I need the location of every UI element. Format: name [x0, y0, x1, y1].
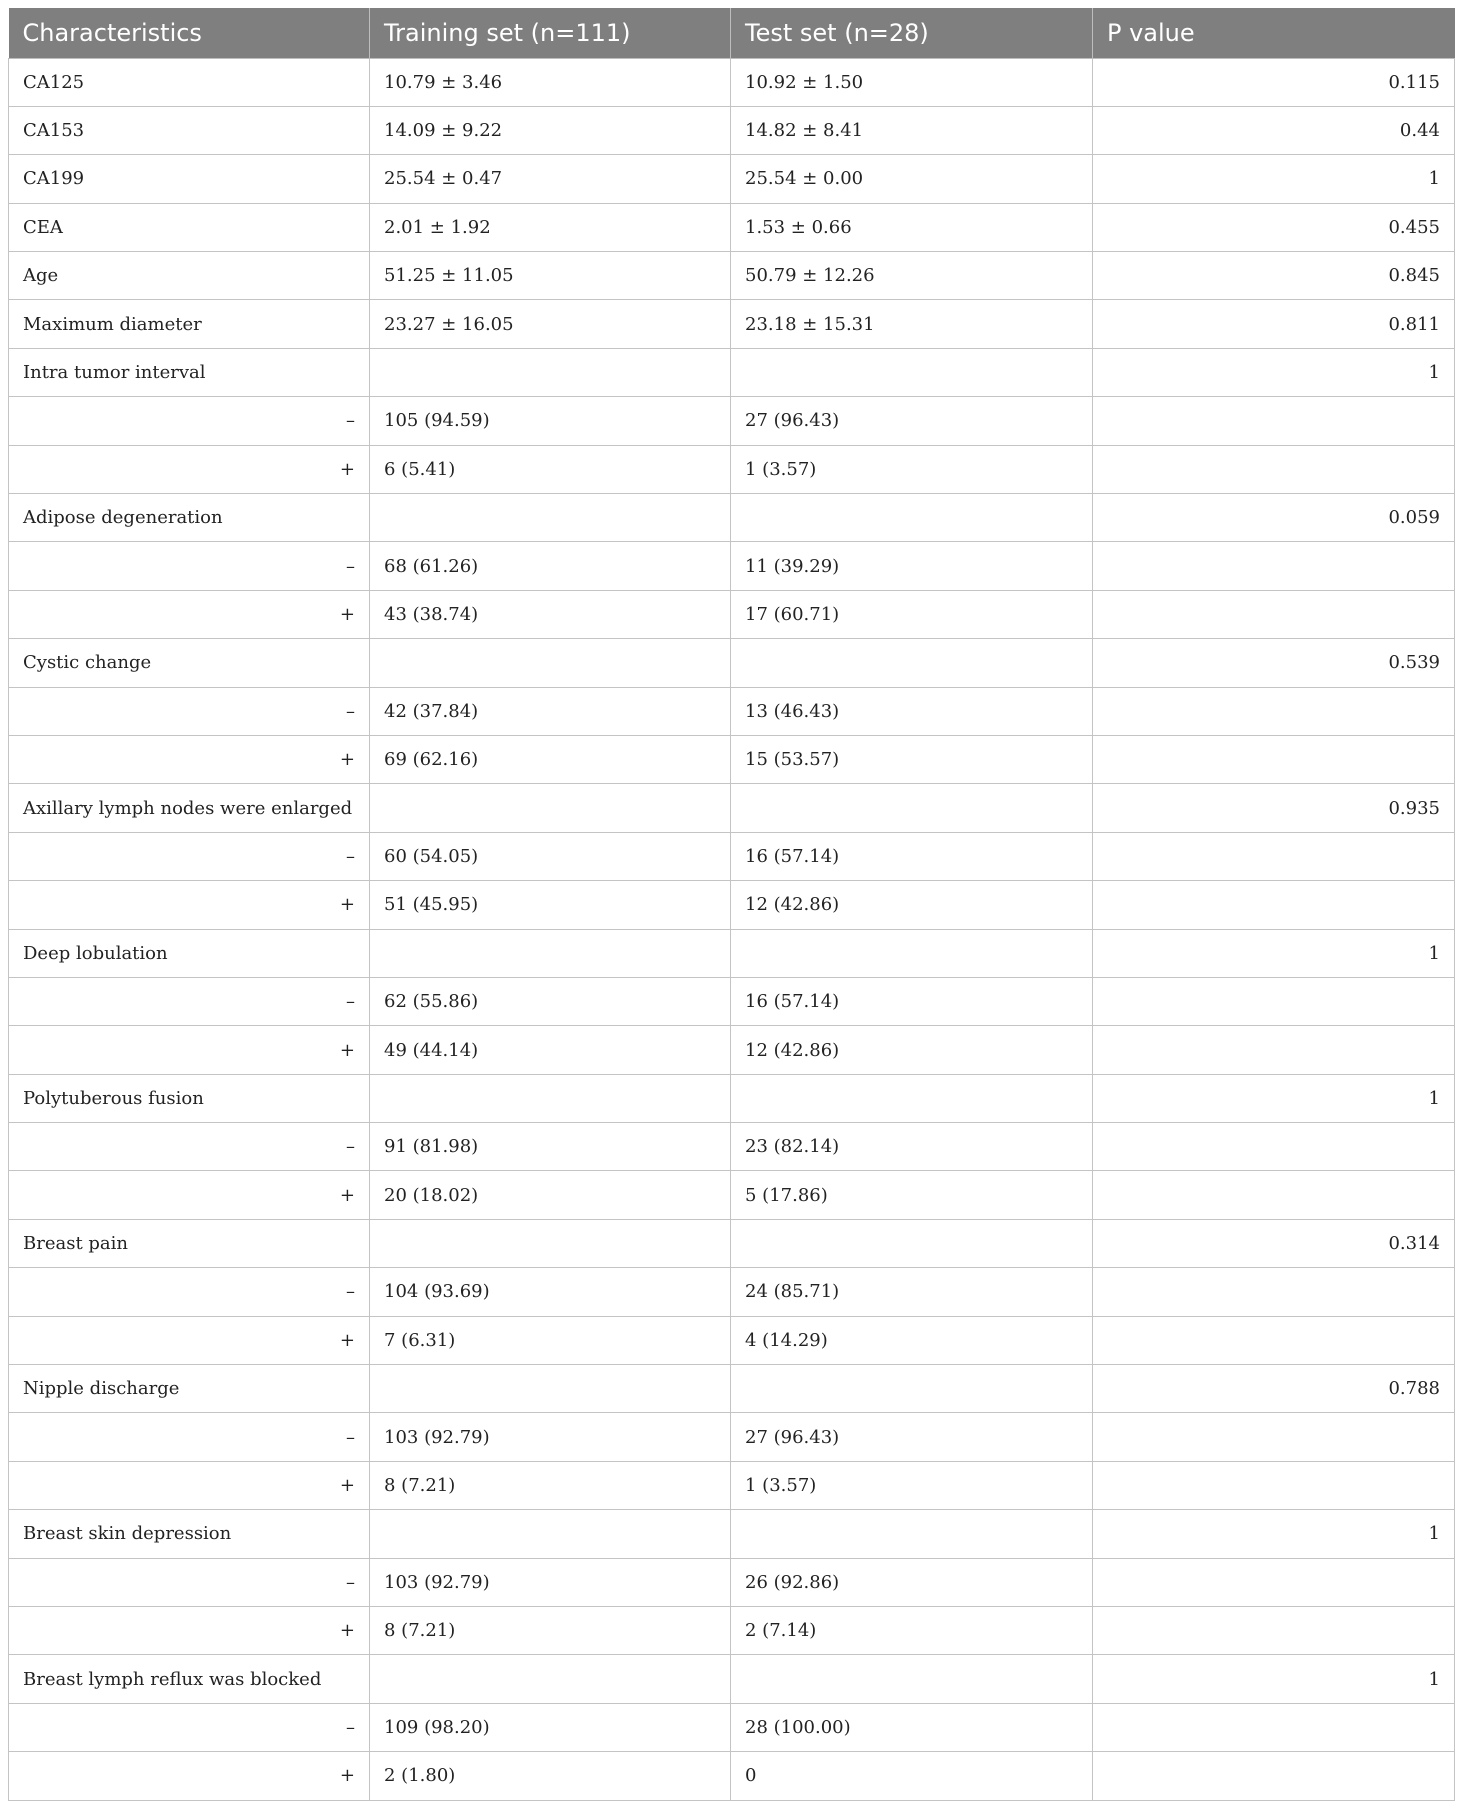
p-value-cell [1093, 977, 1455, 1025]
test-set-cell: 16 (57.14) [731, 832, 1093, 880]
table-row [9, 1655, 1455, 1703]
p-value-cell: 0.44 [1093, 106, 1455, 154]
characteristic-label-cell: Nipple discharge [9, 1365, 370, 1413]
p-value-cell [1093, 1316, 1455, 1364]
test-set-cell: 1 (3.57) [731, 1461, 1093, 1509]
training-set-cell: 6 (5.41) [370, 445, 731, 493]
table-row [9, 1268, 1455, 1316]
p-value-cell [1093, 1558, 1455, 1606]
characteristic-label-cell: Polytuberous fusion [9, 1074, 370, 1122]
p-value-cell [1093, 1268, 1455, 1316]
test-set-cell: 0 [731, 1752, 1093, 1800]
category-sign-cell: – [9, 1268, 370, 1316]
category-sign-cell: – [9, 687, 370, 735]
training-set-cell: 69 (62.16) [370, 735, 731, 783]
test-set-cell: 27 (96.43) [731, 1413, 1093, 1461]
p-value-cell [1093, 542, 1455, 590]
test-set-cell [731, 639, 1093, 687]
test-set-cell: 14.82 ± 8.41 [731, 106, 1093, 154]
training-set-cell [370, 1510, 731, 1558]
training-set-cell [370, 1219, 731, 1267]
training-set-cell: 20 (18.02) [370, 1171, 731, 1219]
training-set-cell: 103 (92.79) [370, 1413, 731, 1461]
category-sign-cell: + [9, 881, 370, 929]
test-set-cell [731, 929, 1093, 977]
characteristic-label-cell: Breast pain [9, 1219, 370, 1267]
p-value-cell: 1 [1093, 1655, 1455, 1703]
training-set-cell: 91 (81.98) [370, 1123, 731, 1171]
training-set-cell: 104 (93.69) [370, 1268, 731, 1316]
characteristic-label-cell: Deep lobulation [9, 929, 370, 977]
table-row [9, 445, 1455, 493]
category-sign-cell: – [9, 832, 370, 880]
characteristics-table [8, 8, 1455, 1801]
characteristic-label-cell: Age [9, 252, 370, 300]
p-value-cell: 0.788 [1093, 1365, 1455, 1413]
characteristic-label-cell: Breast lymph reflux was blocked [9, 1655, 370, 1703]
table-row [9, 106, 1455, 154]
test-set-cell [731, 494, 1093, 542]
training-set-cell: 2.01 ± 1.92 [370, 203, 731, 251]
test-set-cell: 25.54 ± 0.00 [731, 155, 1093, 203]
training-set-cell [370, 1365, 731, 1413]
training-set-cell: 43 (38.74) [370, 590, 731, 638]
header-training-set: Training set (n=111) [370, 8, 731, 58]
table-header [9, 8, 1455, 58]
training-set-cell: 7 (6.31) [370, 1316, 731, 1364]
table-row [9, 348, 1455, 396]
table-row [9, 1752, 1455, 1800]
p-value-cell [1093, 881, 1455, 929]
table-row [9, 1074, 1455, 1122]
category-sign-cell: + [9, 445, 370, 493]
p-value-cell: 0.115 [1093, 58, 1455, 106]
test-set-cell: 10.92 ± 1.50 [731, 58, 1093, 106]
test-set-cell: 12 (42.86) [731, 881, 1093, 929]
table-row [9, 203, 1455, 251]
test-set-cell: 27 (96.43) [731, 397, 1093, 445]
characteristic-label-cell: Breast skin depression [9, 1510, 370, 1558]
p-value-cell [1093, 1413, 1455, 1461]
test-set-cell: 16 (57.14) [731, 977, 1093, 1025]
table-row [9, 1558, 1455, 1606]
characteristic-label-cell: Cystic change [9, 639, 370, 687]
category-sign-cell: + [9, 1461, 370, 1509]
test-set-cell: 13 (46.43) [731, 687, 1093, 735]
training-set-cell: 14.09 ± 9.22 [370, 106, 731, 154]
test-set-cell: 12 (42.86) [731, 1026, 1093, 1074]
test-set-cell: 26 (92.86) [731, 1558, 1093, 1606]
training-set-cell: 49 (44.14) [370, 1026, 731, 1074]
characteristic-label-cell: Adipose degeneration [9, 494, 370, 542]
p-value-cell [1093, 1026, 1455, 1074]
test-set-cell: 2 (7.14) [731, 1607, 1093, 1655]
p-value-cell: 0.539 [1093, 639, 1455, 687]
test-set-cell: 5 (17.86) [731, 1171, 1093, 1219]
p-value-cell: 1 [1093, 348, 1455, 396]
test-set-cell: 11 (39.29) [731, 542, 1093, 590]
table-row [9, 639, 1455, 687]
table-row [9, 687, 1455, 735]
category-sign-cell: – [9, 1558, 370, 1606]
category-sign-cell: + [9, 1026, 370, 1074]
p-value-cell [1093, 832, 1455, 880]
test-set-cell [731, 1074, 1093, 1122]
training-set-cell: 60 (54.05) [370, 832, 731, 880]
p-value-cell: 0.811 [1093, 300, 1455, 348]
training-set-cell: 62 (55.86) [370, 977, 731, 1025]
table-row [9, 397, 1455, 445]
table-row [9, 977, 1455, 1025]
training-set-cell: 103 (92.79) [370, 1558, 731, 1606]
table-row [9, 832, 1455, 880]
table-row [9, 1461, 1455, 1509]
table-row [9, 1171, 1455, 1219]
category-sign-cell: + [9, 1752, 370, 1800]
p-value-cell [1093, 1123, 1455, 1171]
category-sign-cell: + [9, 1607, 370, 1655]
test-set-cell [731, 1219, 1093, 1267]
table-row [9, 1316, 1455, 1364]
characteristic-label-cell: Intra tumor interval [9, 348, 370, 396]
training-set-cell [370, 639, 731, 687]
category-sign-cell: – [9, 397, 370, 445]
category-sign-cell: – [9, 1413, 370, 1461]
characteristic-label-cell: CA125 [9, 58, 370, 106]
p-value-cell [1093, 735, 1455, 783]
p-value-cell: 0.455 [1093, 203, 1455, 251]
characteristic-label-cell: CEA [9, 203, 370, 251]
p-value-cell: 0.935 [1093, 784, 1455, 832]
training-set-cell: 51.25 ± 11.05 [370, 252, 731, 300]
category-sign-cell: + [9, 1171, 370, 1219]
p-value-cell: 1 [1093, 929, 1455, 977]
test-set-cell: 50.79 ± 12.26 [731, 252, 1093, 300]
category-sign-cell: – [9, 977, 370, 1025]
p-value-cell [1093, 590, 1455, 638]
training-set-cell: 68 (61.26) [370, 542, 731, 590]
category-sign-cell: + [9, 1316, 370, 1364]
table-row [9, 58, 1455, 106]
test-set-cell: 23.18 ± 15.31 [731, 300, 1093, 348]
test-set-cell [731, 1510, 1093, 1558]
characteristic-label-cell: Maximum diameter [9, 300, 370, 348]
test-set-cell: 23 (82.14) [731, 1123, 1093, 1171]
p-value-cell [1093, 687, 1455, 735]
table-row [9, 1365, 1455, 1413]
p-value-cell: 1 [1093, 1510, 1455, 1558]
table-row [9, 1510, 1455, 1558]
training-set-cell: 105 (94.59) [370, 397, 731, 445]
test-set-cell [731, 1655, 1093, 1703]
table-body [9, 58, 1455, 1800]
training-set-cell: 109 (98.20) [370, 1703, 731, 1751]
test-set-cell: 4 (14.29) [731, 1316, 1093, 1364]
p-value-cell: 0.845 [1093, 252, 1455, 300]
p-value-cell: 1 [1093, 155, 1455, 203]
header-test-set: Test set (n=28) [731, 8, 1093, 58]
table-row [9, 252, 1455, 300]
table-row [9, 1703, 1455, 1751]
training-set-cell [370, 1074, 731, 1122]
table-row [9, 929, 1455, 977]
training-set-cell: 8 (7.21) [370, 1607, 731, 1655]
characteristic-label-cell: Axillary lymph nodes were enlarged [9, 784, 370, 832]
table-row [9, 784, 1455, 832]
category-sign-cell: – [9, 1123, 370, 1171]
p-value-cell: 0.314 [1093, 1219, 1455, 1267]
category-sign-cell: – [9, 1703, 370, 1751]
table-row [9, 881, 1455, 929]
table-row [9, 542, 1455, 590]
table-row [9, 1413, 1455, 1461]
p-value-cell [1093, 1461, 1455, 1509]
test-set-cell: 15 (53.57) [731, 735, 1093, 783]
test-set-cell [731, 348, 1093, 396]
characteristic-label-cell: CA199 [9, 155, 370, 203]
training-set-cell: 10.79 ± 3.46 [370, 58, 731, 106]
p-value-cell [1093, 1171, 1455, 1219]
training-set-cell: 25.54 ± 0.47 [370, 155, 731, 203]
training-set-cell: 42 (37.84) [370, 687, 731, 735]
p-value-cell: 0.059 [1093, 494, 1455, 542]
p-value-cell [1093, 1703, 1455, 1751]
p-value-cell [1093, 1607, 1455, 1655]
category-sign-cell: + [9, 735, 370, 783]
table-row [9, 1026, 1455, 1074]
test-set-cell [731, 1365, 1093, 1413]
training-set-cell: 23.27 ± 16.05 [370, 300, 731, 348]
characteristic-label-cell: CA153 [9, 106, 370, 154]
table-row [9, 590, 1455, 638]
test-set-cell: 24 (85.71) [731, 1268, 1093, 1316]
training-set-cell: 8 (7.21) [370, 1461, 731, 1509]
table-row [9, 1607, 1455, 1655]
training-set-cell: 2 (1.80) [370, 1752, 731, 1800]
category-sign-cell: – [9, 542, 370, 590]
table-row [9, 494, 1455, 542]
p-value-cell [1093, 1752, 1455, 1800]
test-set-cell [731, 784, 1093, 832]
category-sign-cell: + [9, 590, 370, 638]
p-value-cell: 1 [1093, 1074, 1455, 1122]
training-set-cell [370, 784, 731, 832]
characteristics-table-container [8, 8, 1454, 1801]
header-p-value: P value [1093, 8, 1455, 58]
test-set-cell: 1 (3.57) [731, 445, 1093, 493]
training-set-cell [370, 1655, 731, 1703]
p-value-cell [1093, 397, 1455, 445]
table-row [9, 300, 1455, 348]
training-set-cell [370, 494, 731, 542]
p-value-cell [1093, 445, 1455, 493]
header-row [9, 8, 1455, 58]
table-row [9, 1123, 1455, 1171]
test-set-cell: 1.53 ± 0.66 [731, 203, 1093, 251]
training-set-cell [370, 929, 731, 977]
training-set-cell [370, 348, 731, 396]
table-row [9, 155, 1455, 203]
test-set-cell: 17 (60.71) [731, 590, 1093, 638]
table-row [9, 735, 1455, 783]
table-row [9, 1219, 1455, 1267]
test-set-cell: 28 (100.00) [731, 1703, 1093, 1751]
header-characteristics: Characteristics [9, 8, 370, 58]
training-set-cell: 51 (45.95) [370, 881, 731, 929]
